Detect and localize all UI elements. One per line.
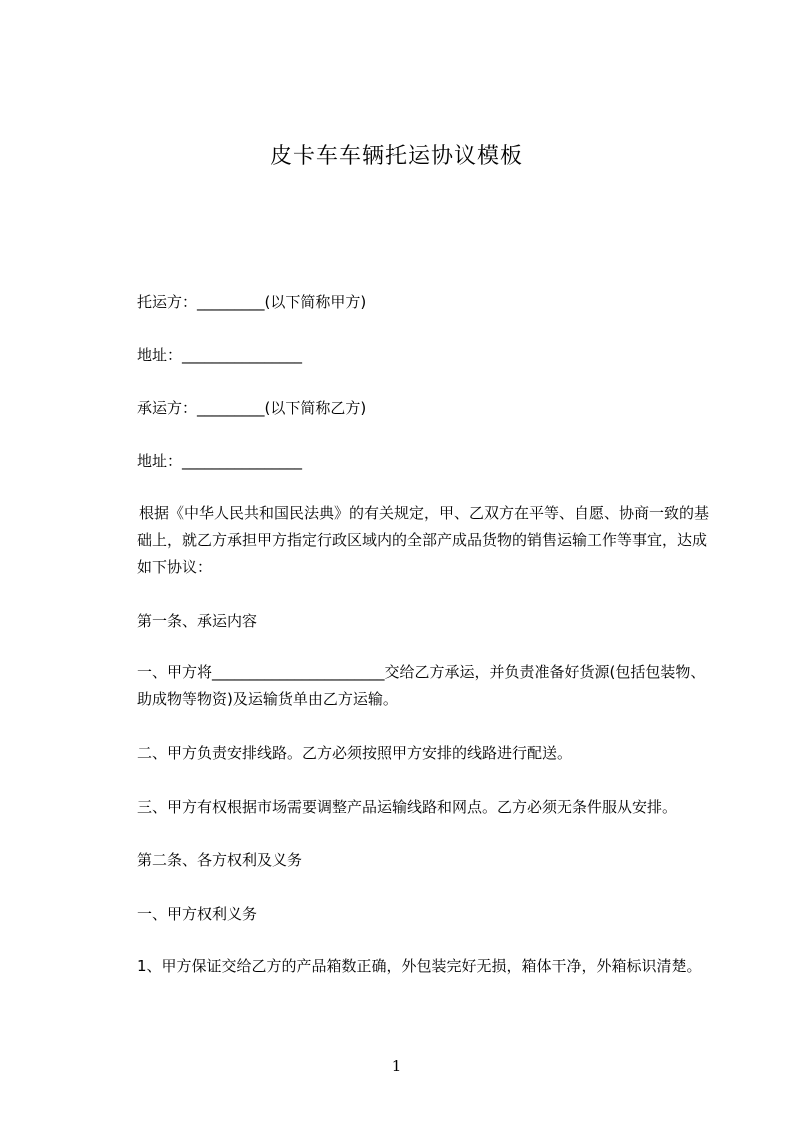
carrier-address-line: 地址：________________ [137,452,303,470]
preamble-paragraph: 根据《中华人民共和国民法典》的有关规定，甲、乙双方在平等、自愿、协商一致的基础上，就乙方承担甲方指定行政区域内的全部产成品货物的销售运输工作等事宜，达成如下协议： [137,504,710,576]
article-1-item-2: 二、甲方负责安排线路。乙方必须按照甲方安排的线路进行配送。 [137,744,573,762]
article-1-heading: 第一条、承运内容 [137,612,258,630]
section-1-item-1: 1、甲方保证交给乙方的产品箱数正确，外包装完好无损，箱体干净，外箱标识清楚。 [137,957,702,975]
carrier-line: 承运方：_________(以下简称乙方) [137,399,367,417]
document-title: 皮卡车车辆托运协议模板 [269,144,523,169]
article-2-heading: 第二条、各方权利及义务 [137,851,303,869]
shipper-line: 托运方：_________(以下简称甲方) [137,293,367,311]
section-1-heading: 一、甲方权利义务 [137,905,258,923]
page-number: 1 [391,1057,402,1075]
shipper-address-line: 地址：________________ [137,346,303,364]
article-1-item-3: 三、甲方有权根据市场需要调整产品运输线路和网点。乙方必须无条件服从安排。 [137,798,678,816]
article-1-item-1: 一、甲方将_______________________交给乙方承运，并负责准备好货源(包括包装物、助成物等物资)及运输货单由乙方运输。 [137,663,706,708]
